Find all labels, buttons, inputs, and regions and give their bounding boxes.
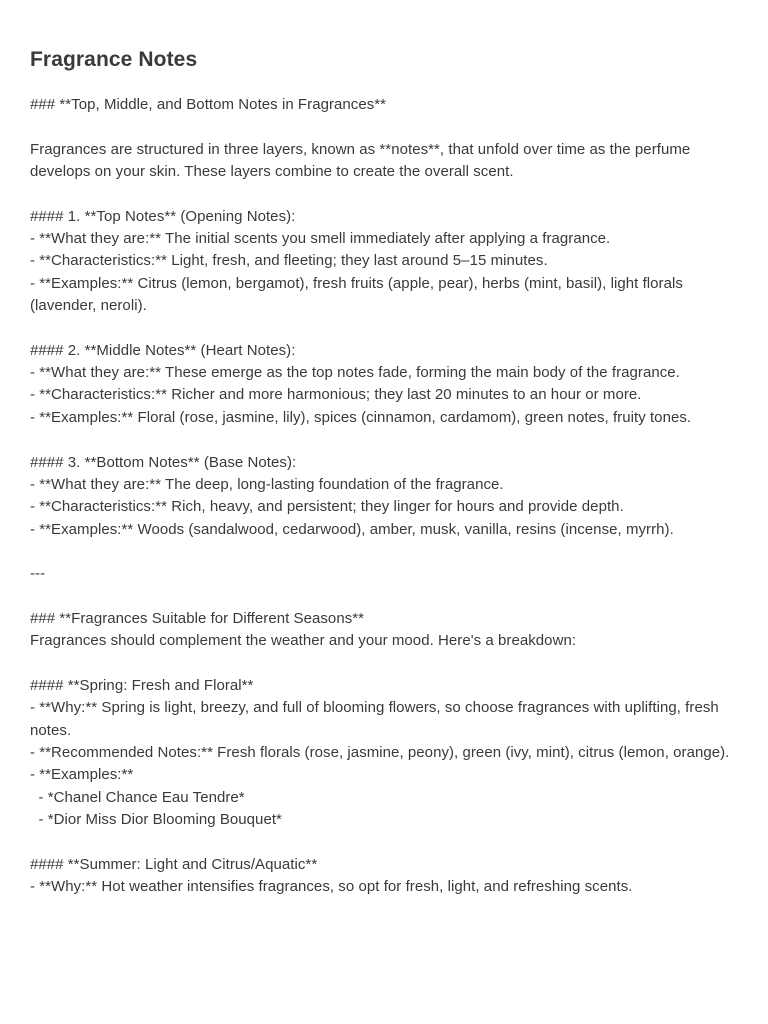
note-page: [30, 46, 742, 898]
note-body[interactable]: ### **Top, Middle, and Bottom Notes in Fragrances** Fragrances are structured in three layers, known as **notes**, that unfold over time as the perfume develops on your skin. These layers combine to create the overall scent. #### 1. **Top Notes** (Opening Notes): - **What they are:** The initial scents you smell immediately after applying a fragrance. - **Characteristics:** Light, fresh, and fleeting; they last around 5–15 minutes. - **Examples:** Citrus (lemon, bergamot), fresh fruits (apple, pear), herbs (mint, basil), light florals (lavender, neroli). #### 2. **Middle Notes** (Heart Notes): - **What they are:** These emerge as the top notes fade, forming the main body of the fragrance. - **Characteristics:** Richer and more harmonious; they last 20 minutes to an hour or more. - **Examples:** Floral (rose, jasmine, lily), spices (cinnamon, cardamom), green notes, fruity tones. #### 3. **Bottom Notes** (Base Notes): - **What they are:** The deep, long-lasting foundation of the fragrance. - **Characteristics:** Rich, heavy, and persistent; they linger for hours and provide depth. - **Examples:** Woods (sandalwood, cedarwood), amber, musk, vanilla, resins (incense, myrrh). --- ### **Fragrances Suitable for Different Seasons** Fragrances should complement the weather and your mood. Here's a breakdown: #### **Spring: Fresh and Floral** - **Why:** Spring is light, breezy, and full of blooming flowers, so choose fragrances with uplifting, fresh notes. - **Recommended Notes:** Fresh florals (rose, jasmine, peony), green (ivy, mint), citrus (lemon, orange). - **Examples:** - *Chanel Chance Eau Tendre* - *Dior Miss Dior Blooming Bouquet* #### **Summer: Light and Citrus/Aquatic** - **Why:** Hot weather intensifies fragrances, so opt for fresh, light, and refreshing scents.: [30, 96, 730, 896]
note-title[interactable]: Fragrance Notes: [30, 48, 198, 71]
